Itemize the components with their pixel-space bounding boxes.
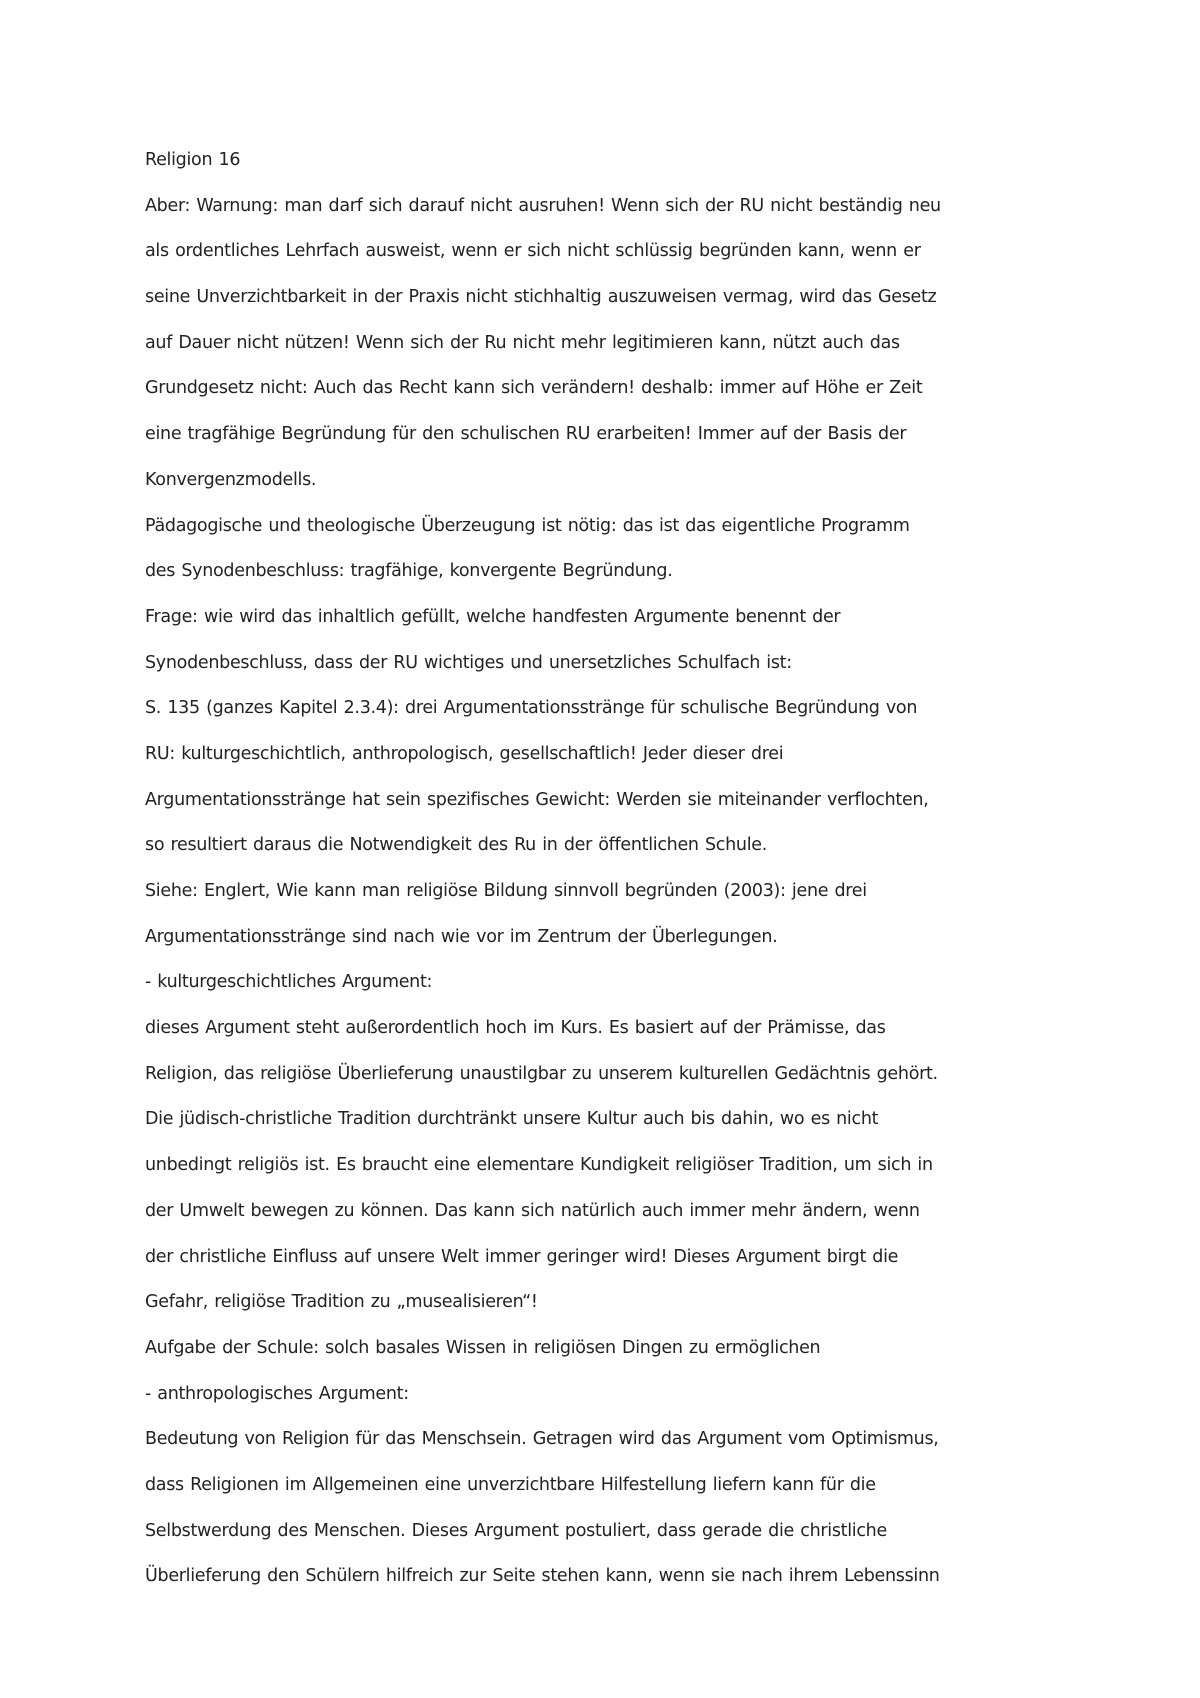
text-line: auf Dauer nicht nützen! Wenn sich der Ru nicht mehr legitimieren kann, nützt auch das — [145, 332, 900, 353]
text-line: Pädagogische und theologische Überzeugung ist nötig: das ist das eigentliche Programm — [145, 515, 910, 536]
text-line: Frage: wie wird das inhaltlich gefüllt, welche handfesten Argumente benennt der — [145, 606, 841, 627]
text-line: des Synodenbeschluss: tragfähige, konvergente Begründung. — [145, 561, 673, 582]
text-line: Argumentationsstränge sind nach wie vor im Zentrum der Überlegungen. — [145, 926, 778, 947]
text-line: Grundgesetz nicht: Auch das Recht kann sich verändern! deshalb: immer auf Höhe er Zeit — [145, 378, 923, 399]
text-line: der Umwelt bewegen zu können. Das kann sich natürlich auch immer mehr ändern, wenn — [145, 1200, 920, 1221]
text-line: dass Religionen im Allgemeinen eine unverzichtbare Hilfestellung liefern kann für die — [145, 1474, 876, 1495]
section-heading: - anthropologisches Argument: — [145, 1383, 409, 1404]
document-heading: Religion 16 — [145, 150, 241, 170]
text-line: so resultiert daraus die Notwendigkeit des Ru in der öffentlichen Schule. — [145, 835, 767, 856]
text-line: Gefahr, religiöse Tradition zu „musealisieren“! — [145, 1292, 538, 1313]
text-line: Aufgabe der Schule: solch basales Wissen in religiösen Dingen zu ermöglichen — [145, 1337, 821, 1358]
text-line: Siehe: Englert, Wie kann man religiöse Bildung sinnvoll begründen (2003): jene drei — [145, 881, 867, 901]
text-line: eine tragfähige Begründung für den schulischen RU erarbeiten! Immer auf der Basis der — [145, 424, 907, 445]
text-line: seine Unverzichtbarkeit in der Praxis nicht stichhaltig auszuweisen vermag, wird das Gesetz — [145, 287, 937, 308]
text-line: Religion, das religiöse Überlieferung unaustilgbar zu unserem kulturellen Gedächtnis gehört. — [145, 1063, 938, 1084]
text-line: Selbstwerdung des Menschen. Dieses Argument postuliert, dass gerade die christliche — [145, 1520, 887, 1541]
text-line: RU: kulturgeschichtlich, anthropologisch, gesellschaftlich! Jeder dieser drei — [145, 743, 784, 764]
text-line: Konvergenzmodells. — [145, 469, 317, 490]
text-line: S. 135 (ganzes Kapitel 2.3.4): drei Argumentationsstränge für schulische Begründung von — [145, 698, 918, 719]
text-line: Die jüdisch-christliche Tradition durchtränkt unsere Kultur auch bis dahin, wo es nicht — [145, 1109, 879, 1130]
text-line: Synodenbeschluss, dass der RU wichtiges und unersetzliches Schulfach ist: — [145, 652, 792, 673]
text-line: unbedingt religiös ist. Es braucht eine elementare Kundigkeit religiöser Tradition, um sich in — [145, 1155, 933, 1176]
text-line: als ordentliches Lehrfach ausweist, wenn er sich nicht schlüssig begründen kann, wenn er — [145, 241, 921, 262]
text-line: Überlieferung den Schülern hilfreich zur Seite stehen kann, wenn sie nach ihrem Lebenssinn — [145, 1566, 940, 1587]
text-line: Argumentationsstränge hat sein spezifisches Gewicht: Werden sie miteinander verflochten, — [145, 789, 929, 810]
section-heading: - kulturgeschichtliches Argument: — [145, 972, 433, 993]
text-line: Aber: Warnung: man darf sich darauf nicht ausruhen! Wenn sich der RU nicht beständig neu — [145, 195, 941, 216]
document-page — [145, 138, 1135, 1600]
text-line: der christliche Einfluss auf unsere Welt immer geringer wird! Dieses Argument birgt die — [145, 1246, 899, 1267]
text-line: dieses Argument steht außerordentlich hoch im Kurs. Es basiert auf der Prämisse, das — [145, 1018, 886, 1039]
text-line: Bedeutung von Religion für das Menschsein. Getragen wird das Argument vom Optimismus, — [145, 1429, 939, 1450]
